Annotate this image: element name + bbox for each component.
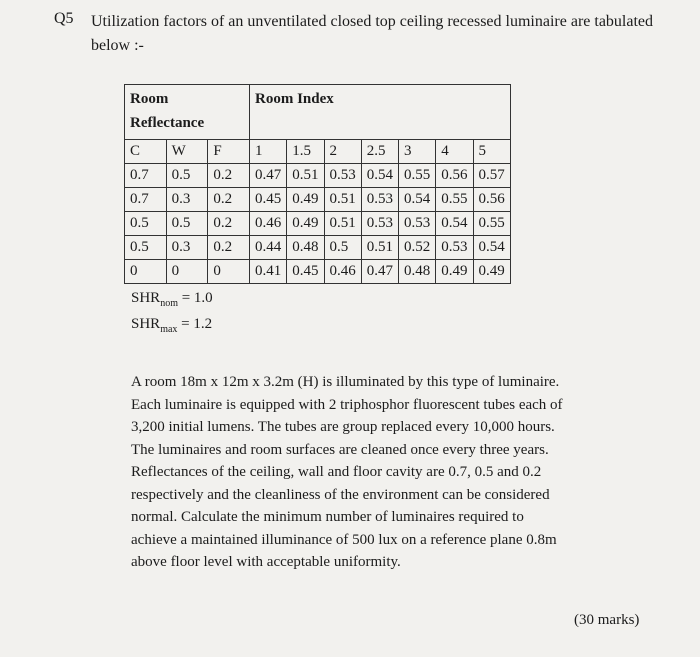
room-index-4: 4 <box>436 140 473 164</box>
cell-w: 0.5 <box>166 164 208 188</box>
cell-uf: 0.53 <box>361 212 398 236</box>
question-intro: Utilization factors of an unventilated closed top ceiling recessed luminaire are tabulated below :- <box>91 13 654 54</box>
cell-c: 0.5 <box>125 236 167 260</box>
col-w: W <box>166 140 208 164</box>
cell-uf: 0.57 <box>473 164 510 188</box>
table-row <box>125 164 511 188</box>
cell-uf: 0.56 <box>473 188 510 212</box>
cell-uf: 0.53 <box>361 188 398 212</box>
cell-uf: 0.49 <box>287 212 324 236</box>
cell-f: 0.2 <box>208 164 250 188</box>
cell-uf: 0.45 <box>250 188 287 212</box>
cell-uf: 0.53 <box>436 236 473 260</box>
shr-nom-label: SHR <box>131 290 161 306</box>
shr-max-value: = 1.2 <box>177 316 213 332</box>
cell-uf: 0.5 <box>324 236 361 260</box>
cell-uf: 0.51 <box>324 188 361 212</box>
shr-max-line <box>131 316 212 335</box>
cell-uf: 0.47 <box>250 164 287 188</box>
cell-f: 0 <box>208 260 250 284</box>
room-index-1: 1 <box>250 140 287 164</box>
room-index-2-5: 2.5 <box>361 140 398 164</box>
room-index-2: 2 <box>324 140 361 164</box>
cell-c: 0.7 <box>125 188 167 212</box>
cell-uf: 0.49 <box>436 260 473 284</box>
cell-uf: 0.49 <box>473 260 510 284</box>
cell-w: 0.5 <box>166 212 208 236</box>
table-row <box>125 236 511 260</box>
cell-uf: 0.45 <box>287 260 324 284</box>
cell-uf: 0.55 <box>473 212 510 236</box>
problem-statement: A room 18m x 12m x 3.2m (H) is illuminated by this type of luminaire. Each luminaire is equipped with 2 triphosphor fluorescent tubes each of 3,200 initial lumens. The tubes are group replaced every 10,000 hours. The luminaires and room surfaces are cleaned once every three years. Reflectances of the ceiling, wall and floor cavity are 0.7, 0.5 and 0.2 respectively and the cleanliness of the environment can be considered normal. Calculate the minimum number of luminaires required to achieve a maintained illuminance of 500 lux on a reference plane 0.8m above floor level with acceptable uniformity. <box>131 374 563 570</box>
room-index-3: 3 <box>399 140 436 164</box>
cell-uf: 0.46 <box>324 260 361 284</box>
cell-uf: 0.48 <box>399 260 436 284</box>
cell-uf: 0.55 <box>436 188 473 212</box>
cell-uf: 0.51 <box>361 236 398 260</box>
cell-uf: 0.44 <box>250 236 287 260</box>
cell-uf: 0.56 <box>436 164 473 188</box>
cell-uf: 0.51 <box>324 212 361 236</box>
shr-nom-line <box>131 290 213 309</box>
question-number: Q5 <box>54 10 74 27</box>
cell-w: 0 <box>166 260 208 284</box>
shr-nom-value: = 1.0 <box>177 290 213 306</box>
shr-max-label: SHR <box>131 316 161 332</box>
cell-c: 0 <box>125 260 167 284</box>
cell-w: 0.3 <box>166 236 208 260</box>
room-index-1-5: 1.5 <box>287 140 324 164</box>
cell-uf: 0.53 <box>324 164 361 188</box>
cell-uf: 0.52 <box>399 236 436 260</box>
cell-uf: 0.49 <box>287 188 324 212</box>
shr-nom-subscript: nom <box>160 298 178 309</box>
table-row <box>125 260 511 284</box>
table-header-row <box>125 85 511 140</box>
col-f: F <box>208 140 250 164</box>
cell-uf: 0.54 <box>473 236 510 260</box>
cell-uf: 0.53 <box>399 212 436 236</box>
cell-f: 0.2 <box>208 212 250 236</box>
cell-uf: 0.55 <box>399 164 436 188</box>
cell-uf: 0.47 <box>361 260 398 284</box>
room-index-5: 5 <box>473 140 510 164</box>
cell-f: 0.2 <box>208 188 250 212</box>
table-row <box>125 212 511 236</box>
cell-uf: 0.54 <box>436 212 473 236</box>
shr-max-subscript: max <box>160 324 178 335</box>
cell-uf: 0.46 <box>250 212 287 236</box>
room-reflectance-header: Room Reflectance <box>125 85 250 140</box>
cell-c: 0.7 <box>125 164 167 188</box>
column-label-row <box>125 140 511 164</box>
cell-w: 0.3 <box>166 188 208 212</box>
cell-uf: 0.41 <box>250 260 287 284</box>
cell-f: 0.2 <box>208 236 250 260</box>
marks-label: (30 marks) <box>574 612 640 628</box>
cell-uf: 0.54 <box>361 164 398 188</box>
utilization-factor-table <box>124 84 511 284</box>
cell-uf: 0.51 <box>287 164 324 188</box>
cell-uf: 0.54 <box>399 188 436 212</box>
col-c: C <box>125 140 167 164</box>
room-index-header: Room Index <box>250 85 511 140</box>
table-row <box>125 188 511 212</box>
cell-c: 0.5 <box>125 212 167 236</box>
cell-uf: 0.48 <box>287 236 324 260</box>
